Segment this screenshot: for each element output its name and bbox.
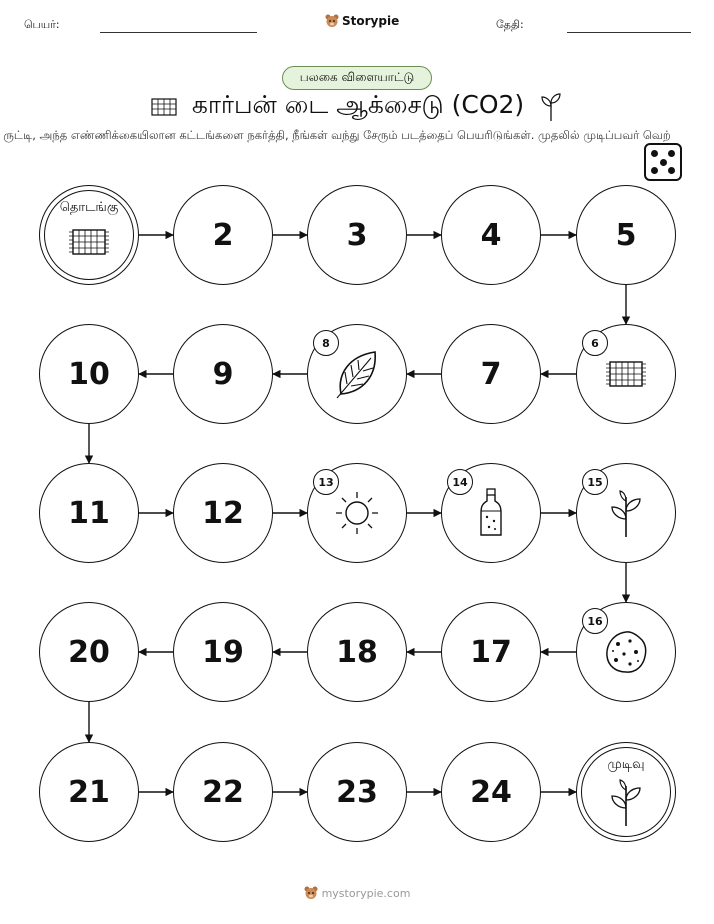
cell-number: 22 <box>202 774 244 810</box>
board-cell <box>307 742 407 842</box>
cookie-icon <box>602 628 650 676</box>
board-cell <box>173 602 273 702</box>
cell-number-badge: 6 <box>582 330 608 356</box>
board-cell <box>307 324 407 424</box>
board-cell <box>441 185 541 285</box>
soda-bottle-icon <box>477 487 505 539</box>
instructions: ருட்டி, அந்த எண்ணிக்கையிலான கட்டங்களை நகர்த்தி, நீங்கள் வந்து சேரும் படத்தைப் பெயரிடுங்கள். முதலில் முடிப்பவர் வெற் <box>3 128 671 142</box>
start-cell <box>39 185 139 285</box>
board-cell <box>39 324 139 424</box>
cell-number: 5 <box>615 217 637 253</box>
cell-number: 11 <box>68 495 110 531</box>
cell-number: 7 <box>480 356 502 392</box>
board-cell <box>39 463 139 563</box>
sun-icon <box>332 488 382 538</box>
mat-icon <box>604 356 648 392</box>
footer-site: mystorypie.com <box>321 886 411 900</box>
cell-number: 3 <box>346 217 368 253</box>
board-cell <box>576 185 676 285</box>
title-text: கார்பன் டை ஆக்சைடு (CO2) <box>191 90 525 119</box>
board-cell <box>39 742 139 842</box>
cell-number: 10 <box>68 356 110 392</box>
cell-number: 17 <box>470 634 512 670</box>
mat-icon <box>67 224 111 264</box>
board-cell <box>441 324 541 424</box>
end-label: முடிவு <box>607 757 645 772</box>
board-cell <box>39 602 139 702</box>
cell-number-badge: 16 <box>582 608 608 634</box>
board-cell <box>441 742 541 842</box>
board-cell <box>576 324 676 424</box>
cell-number-badge: 15 <box>582 469 608 495</box>
board-cell <box>307 602 407 702</box>
date-label: தேதி: <box>496 18 524 31</box>
name-label: பெயர்: <box>24 18 60 31</box>
cell-number: 12 <box>202 495 244 531</box>
cell-number: 24 <box>470 774 512 810</box>
cell-number: 19 <box>202 634 244 670</box>
bear-icon <box>304 886 318 900</box>
board-cell <box>173 742 273 842</box>
start-label: தொடங்கு <box>59 200 119 215</box>
plant-icon <box>606 487 646 539</box>
cell-number: 2 <box>212 217 234 253</box>
cell-number-badge: 14 <box>447 469 473 495</box>
cell-number-badge: 13 <box>313 469 339 495</box>
board-cell <box>576 463 676 563</box>
footer <box>0 886 714 900</box>
board-cell <box>173 463 273 563</box>
end-cell <box>576 742 676 842</box>
game-type-badge: பலகை விளையாட்டு <box>282 66 432 90</box>
board-cell <box>307 463 407 563</box>
board-cell <box>441 463 541 563</box>
board-cell <box>173 324 273 424</box>
board-cell <box>307 185 407 285</box>
board-cell <box>576 602 676 702</box>
cell-number: 4 <box>480 217 502 253</box>
brand-name: Storypie <box>342 14 400 28</box>
plant-icon <box>606 776 646 828</box>
leaf-icon <box>333 348 381 400</box>
board-cell <box>441 602 541 702</box>
cell-number: 18 <box>336 634 378 670</box>
cell-number: 23 <box>336 774 378 810</box>
cell-number: 9 <box>212 356 234 392</box>
cell-number: 21 <box>68 774 110 810</box>
cell-number: 20 <box>68 634 110 670</box>
cell-number-badge: 8 <box>313 330 339 356</box>
board-cell <box>173 185 273 285</box>
